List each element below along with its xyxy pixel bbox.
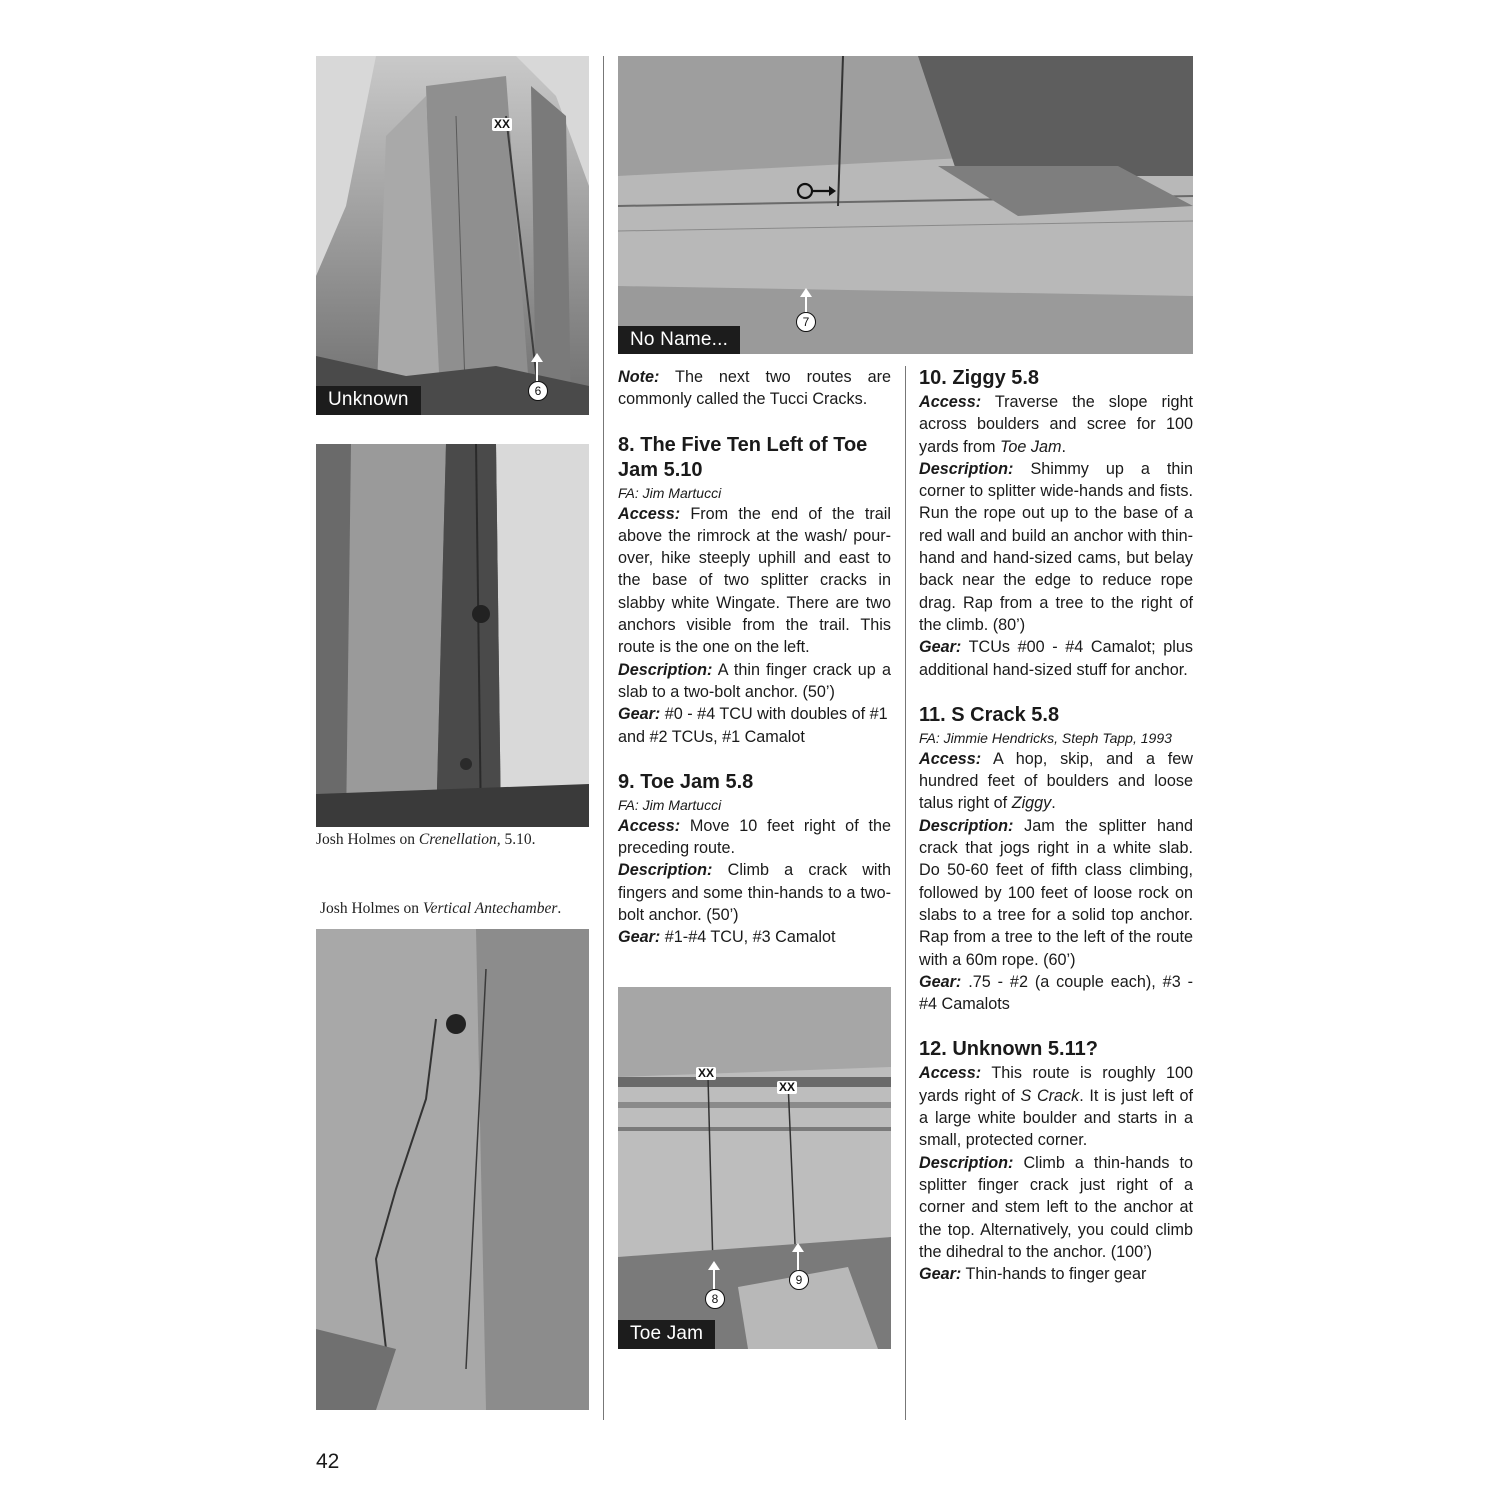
route-title: 12. Unknown 5.11? [919, 1038, 1098, 1061]
photo-toe-jam [618, 987, 891, 1349]
route-pin: 6 [528, 381, 548, 401]
gear: Gear: TCUs #00 - #4 Camalot; plus additional hand-sized stuff for anchor. [919, 638, 1193, 679]
access: Access: A hop, skip, and a few hundred feet of boulders and loose talus right of Ziggy. [919, 749, 1193, 813]
photo-crenellation [316, 444, 589, 827]
anchor-mark-right: XX [779, 1080, 796, 1094]
photo-label: No Name... [618, 326, 740, 354]
photo-label: Unknown [316, 386, 421, 415]
gear: Gear: .75 - #2 (a couple each), #3 - #4 Camalots [919, 972, 1193, 1014]
route-arrow [536, 361, 538, 381]
route-pin: 7 [796, 312, 816, 332]
photo-vertical-antechamber [316, 929, 589, 1410]
route-pin-8: 8 [705, 1289, 725, 1309]
route-title: 9. Toe Jam 5.8 [618, 770, 754, 793]
route-arrow-9 [797, 1251, 799, 1271]
photo-label: Toe Jam [618, 1320, 715, 1349]
first-ascent: FA: Jim Martucci [618, 484, 722, 501]
caption-vertical: Josh Holmes on Vertical Antechamber. [320, 900, 562, 917]
route-title: 11. S Crack 5.8 [919, 703, 1060, 726]
anchor-mark-left: XX [698, 1066, 715, 1080]
anchor-mark: XX [494, 117, 511, 131]
column-divider-right [905, 366, 906, 1420]
photo-unknown [316, 56, 589, 415]
description: Description: Jam the splitter hand crack that jogs right in a white slab. Do 50-60 feet of fifth class climbing, followed by 100 feet of loose rock on slabs to a tree for a solid top anchor. Rap from a tree to the left of the route with a 60m rope. (60’) [919, 816, 1193, 969]
route-arrow-8 [713, 1269, 715, 1289]
right-column [919, 366, 1193, 1285]
description: Description: Climb a crack with fingers and some thin-hands to a two-bolt anchor. (50’) [618, 861, 891, 925]
access: Access: Move 10 feet right of the preceding route. [618, 816, 891, 858]
route-title: 10. Ziggy 5.8 [919, 367, 1040, 389]
description: Description: A thin finger crack up a slab to a two-bolt anchor. (50’) [618, 660, 891, 701]
gear: Gear: #0 - #4 TCU with doubles of #1 and #2 TCUs, #1 Camalot [618, 705, 888, 746]
page-number: 42 [316, 1450, 340, 1473]
first-ascent: FA: Jim Martucci [618, 796, 722, 813]
first-ascent: FA: Jimmie Hendricks, Steph Tapp, 1993 [919, 729, 1172, 746]
gear: Gear: Thin-hands to finger gear [919, 1265, 1147, 1284]
access: Access: Traverse the slope right across boulders and scree for 100 yards from Toe Jam. [919, 393, 1193, 456]
middle-column [618, 366, 891, 949]
route-title: 8. The Five Ten Left of Toe Jam 5.10 [618, 433, 868, 481]
caption-crenellation: Josh Holmes on Crenellation, 5.10. [316, 831, 536, 848]
access: Access: This route is roughly 100 yards right of S Crack. It is just left of a large white boulder and starts in a small, protected corner. [919, 1064, 1193, 1150]
route-pin-9: 9 [789, 1270, 809, 1290]
note: Note: The next two routes are commonly called the Tucci Cracks. [618, 368, 891, 409]
column-divider-left [603, 56, 604, 1420]
description: Description: Climb a thin-hands to splitter finger crack just right of a corner and stem left to the anchor at the top. Alternatively, you could climb the dihedral to the anchor. (100’) [919, 1153, 1193, 1261]
photo-no-name [618, 56, 1193, 354]
description: Description: Shimmy up a thin corner to splitter wide-hands and fists. Run the rope out up to the base of a red wall and build an anchor with thin-hand and hand-sized cams, but belay back near the edge to reduce rope drag. Rap from a tree to the right of the climb. (80’) [919, 459, 1193, 634]
gear: Gear: #1-#4 TCU, #3 Camalot [618, 928, 836, 947]
access: Access: From the end of the trail above the rimrock at the wash/ pour-over, hike steeply uphill and east to the base of two splitter cracks in slabby white Wingate. There are two anchors visible from the trail. This route is the one on the left. [618, 504, 891, 657]
route-marker-icon [796, 182, 836, 200]
